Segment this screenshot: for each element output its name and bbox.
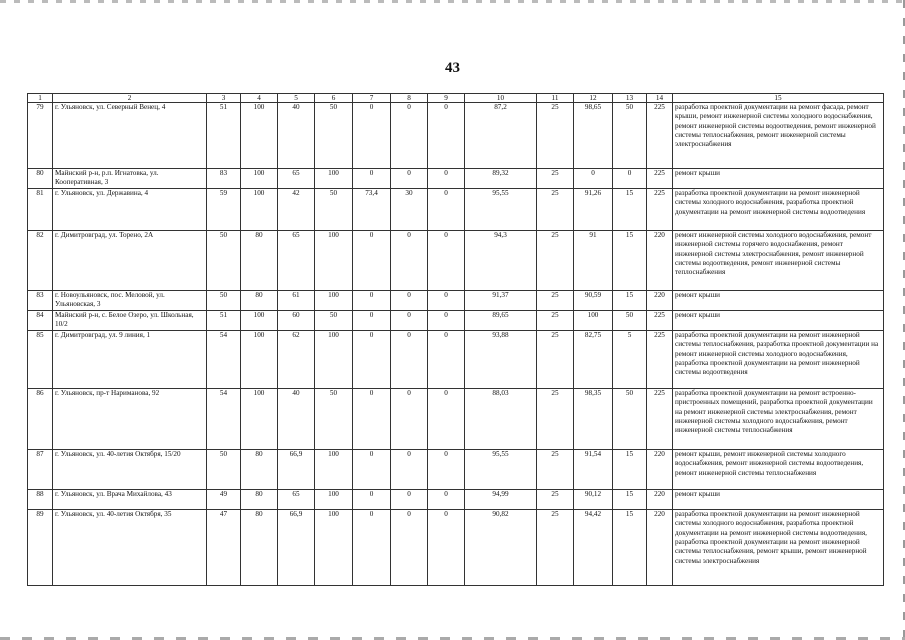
cell-col-5: 60 <box>278 311 315 331</box>
cell-col-5: 40 <box>278 103 315 169</box>
cell-col-7: 0 <box>353 291 391 311</box>
table-row <box>28 231 884 291</box>
cell-col-11: 25 <box>537 189 574 231</box>
cell-col-5: 65 <box>278 231 315 291</box>
cell-col-4: 100 <box>241 331 278 389</box>
cell-col-14: 225 <box>647 189 673 231</box>
cell-col-4: 80 <box>241 490 278 510</box>
cell-col-11: 25 <box>537 169 574 189</box>
table-row <box>28 189 884 231</box>
cell-col-5: 66,9 <box>278 510 315 586</box>
cell-col-3: 50 <box>207 291 241 311</box>
table-header-row <box>28 94 884 103</box>
cell-address: г. Ульяновск, ул. 40-летия Октября, 35 <box>53 510 207 586</box>
table-row <box>28 331 884 389</box>
column-header: 3 <box>207 94 241 103</box>
cell-col-7: 0 <box>353 510 391 586</box>
cell-col-7: 0 <box>353 103 391 169</box>
cell-col-14: 220 <box>647 231 673 291</box>
cell-col-9: 0 <box>428 103 465 169</box>
cell-col-4: 100 <box>241 169 278 189</box>
cell-col-9: 0 <box>428 231 465 291</box>
cell-col-13: 50 <box>613 103 647 169</box>
cell-col-12: 91 <box>574 231 613 291</box>
cell-col-6: 50 <box>315 311 353 331</box>
cell-works: ремонт крыши <box>673 490 884 510</box>
cell-col-3: 51 <box>207 311 241 331</box>
cell-col-4: 100 <box>241 389 278 450</box>
cell-address: г. Ульяновск, ул. 40-летия Октября, 15/20 <box>53 450 207 490</box>
cell-col-12: 90,12 <box>574 490 613 510</box>
column-header: 8 <box>391 94 428 103</box>
cell-col-6: 100 <box>315 331 353 389</box>
cell-col-11: 25 <box>537 490 574 510</box>
cell-col-7: 0 <box>353 311 391 331</box>
cell-address: г. Ульяновск, ул. Северный Венец, 4 <box>53 103 207 169</box>
column-header: 10 <box>465 94 537 103</box>
page-number: 43 <box>445 60 460 76</box>
cell-col-14: 220 <box>647 450 673 490</box>
cell-col-14: 220 <box>647 510 673 586</box>
cell-works: разработка проектной документации на ремонт встроенно-пристроенных помещений, разработка проектной документации на ремонт инженерной системы электроснабжения, ремонт инженерной системы холодного водоснабжения, ремонт инженерной системы теплоснабжения <box>673 389 884 450</box>
cell-address: г. Ульяновск, ул. Врача Михайлова, 43 <box>53 490 207 510</box>
cell-col-13: 15 <box>613 490 647 510</box>
cell-works: разработка проектной документации на ремонт инженерной системы теплоснабжения, разработка проектной документации на ремонт инженерной системы холодного водоснабжения, разработка проектной документации на ремонт инженерной системы водоотведения <box>673 331 884 389</box>
table-body <box>28 103 884 586</box>
cell-col-11: 25 <box>537 311 574 331</box>
column-header: 13 <box>613 94 647 103</box>
table-row <box>28 291 884 311</box>
column-header: 14 <box>647 94 673 103</box>
table-row <box>28 169 884 189</box>
cell-col-10: 95,55 <box>465 450 537 490</box>
cell-col-5: 42 <box>278 189 315 231</box>
cell-col-14: 225 <box>647 311 673 331</box>
cell-col-14: 220 <box>647 291 673 311</box>
document-table-wrapper <box>27 93 883 586</box>
cell-col-9: 0 <box>428 389 465 450</box>
cell-col-4: 100 <box>241 103 278 169</box>
cell-col-3: 49 <box>207 490 241 510</box>
cell-col-9: 0 <box>428 291 465 311</box>
column-header: 11 <box>537 94 574 103</box>
cell-col-7: 0 <box>353 389 391 450</box>
cell-col-7: 0 <box>353 450 391 490</box>
cell-col-3: 50 <box>207 450 241 490</box>
cell-col-7: 0 <box>353 231 391 291</box>
cell-col-5: 61 <box>278 291 315 311</box>
cell-works: ремонт крыши <box>673 291 884 311</box>
cell-col-9: 0 <box>428 169 465 189</box>
cell-col-12: 91,26 <box>574 189 613 231</box>
cell-col-3: 54 <box>207 331 241 389</box>
cell-col-10: 89,65 <box>465 311 537 331</box>
cell-col-10: 87,2 <box>465 103 537 169</box>
cell-col-10: 94,3 <box>465 231 537 291</box>
cell-col-12: 98,35 <box>574 389 613 450</box>
cell-col-9: 0 <box>428 331 465 389</box>
cell-col-12: 100 <box>574 311 613 331</box>
table-row <box>28 490 884 510</box>
cell-col-9: 0 <box>428 189 465 231</box>
cell-col-10: 91,37 <box>465 291 537 311</box>
cell-col-6: 100 <box>315 510 353 586</box>
cell-works: ремонт крыши <box>673 311 884 331</box>
table-row <box>28 389 884 450</box>
cell-col-12: 90,59 <box>574 291 613 311</box>
cell-col-14: 225 <box>647 169 673 189</box>
cell-col-8: 0 <box>391 331 428 389</box>
cell-col-14: 225 <box>647 103 673 169</box>
column-header: 7 <box>353 94 391 103</box>
cell-address: Майнский р-н, с. Белое Озеро, ул. Школьная, 10/2 <box>53 311 207 331</box>
cell-col-11: 25 <box>537 103 574 169</box>
column-header: 6 <box>315 94 353 103</box>
cell-col-7: 0 <box>353 169 391 189</box>
column-header: 15 <box>673 94 884 103</box>
cell-col-9: 0 <box>428 510 465 586</box>
cell-col-4: 80 <box>241 291 278 311</box>
cell-col-8: 30 <box>391 189 428 231</box>
cell-col-9: 0 <box>428 450 465 490</box>
cell-col-6: 100 <box>315 231 353 291</box>
cell-col-8: 0 <box>391 389 428 450</box>
cell-col-11: 25 <box>537 510 574 586</box>
cell-col-10: 88,03 <box>465 389 537 450</box>
cell-address: г. Новоульяновск, пос. Меловой, ул. Ульяновская, 3 <box>53 291 207 311</box>
cell-col-4: 100 <box>241 189 278 231</box>
cell-col-4: 100 <box>241 311 278 331</box>
table-row <box>28 103 884 169</box>
cell-col-9: 0 <box>428 490 465 510</box>
cell-address: г. Ульяновск, ул. Державина, 4 <box>53 189 207 231</box>
cell-col-4: 80 <box>241 231 278 291</box>
column-header: 1 <box>28 94 53 103</box>
cell-col-5: 65 <box>278 169 315 189</box>
cell-col-9: 0 <box>428 311 465 331</box>
cell-col-5: 62 <box>278 331 315 389</box>
cell-col-4: 80 <box>241 510 278 586</box>
cell-col-5: 65 <box>278 490 315 510</box>
cell-row-number: 86 <box>28 389 53 450</box>
cell-col-13: 15 <box>613 510 647 586</box>
cell-col-3: 83 <box>207 169 241 189</box>
cell-col-5: 40 <box>278 389 315 450</box>
cell-col-8: 0 <box>391 510 428 586</box>
column-header: 5 <box>278 94 315 103</box>
cell-col-11: 25 <box>537 231 574 291</box>
cell-col-14: 225 <box>647 389 673 450</box>
cell-works: ремонт крыши, ремонт инженерной системы холодного водоснабжения, ремонт инженерной системы водоотведения, ремонт инженерной системы теплоснабжения <box>673 450 884 490</box>
cell-row-number: 85 <box>28 331 53 389</box>
cell-col-8: 0 <box>391 103 428 169</box>
cell-col-6: 50 <box>315 389 353 450</box>
cell-col-7: 0 <box>353 331 391 389</box>
cell-works: разработка проектной документации на ремонт инженерной системы холодного водоснабжения, разработка проектной документации на ремонт инженерной системы водоотведения, разработка проектной документации на ремонт инженерной системы теплоснабжения, ремонт крыши, ремонт инженерной системы электроснабжения <box>673 510 884 586</box>
cell-col-12: 0 <box>574 169 613 189</box>
cell-works: ремонт инженерной системы холодного водоснабжения, ремонт инженерной системы горячего водоснабжения, ремонт инженерной системы электроснабжения, ремонт инженерной системы водоотведения, ремонт инженерной системы теплоснабжения <box>673 231 884 291</box>
cell-col-13: 15 <box>613 450 647 490</box>
cell-col-8: 0 <box>391 169 428 189</box>
column-header: 12 <box>574 94 613 103</box>
cell-col-13: 5 <box>613 331 647 389</box>
cell-col-5: 66,9 <box>278 450 315 490</box>
cell-row-number: 84 <box>28 311 53 331</box>
cell-address: г. Димитровград, ул. Торено, 2А <box>53 231 207 291</box>
cell-col-14: 225 <box>647 331 673 389</box>
cell-col-3: 50 <box>207 231 241 291</box>
cell-address: г. Ульяновск, пр-т Нариманова, 92 <box>53 389 207 450</box>
cell-address: Майнский р-н, р.п. Игнатовка, ул. Кооперативная, 3 <box>53 169 207 189</box>
cell-works: разработка проектной документации на ремонт фасада, ремонт крыши, ремонт инженерной системы холодного водоснабжения, ремонт инженерной системы водоотведения, ремонт инженерной системы теплоснабжения, ремонт инженерной системы электроснабжения <box>673 103 884 169</box>
cell-row-number: 83 <box>28 291 53 311</box>
cell-col-12: 94,42 <box>574 510 613 586</box>
column-header: 2 <box>53 94 207 103</box>
cell-col-12: 98,65 <box>574 103 613 169</box>
cell-col-14: 220 <box>647 490 673 510</box>
cell-col-13: 15 <box>613 189 647 231</box>
cell-col-10: 95,55 <box>465 189 537 231</box>
cell-col-6: 50 <box>315 103 353 169</box>
cell-col-3: 59 <box>207 189 241 231</box>
cell-col-13: 0 <box>613 169 647 189</box>
cell-works: ремонт крыши <box>673 169 884 189</box>
cell-col-11: 25 <box>537 450 574 490</box>
cell-col-6: 100 <box>315 169 353 189</box>
table-row <box>28 510 884 586</box>
cell-col-10: 89,32 <box>465 169 537 189</box>
cell-col-11: 25 <box>537 331 574 389</box>
cell-col-10: 93,88 <box>465 331 537 389</box>
cell-col-6: 100 <box>315 450 353 490</box>
cell-col-3: 54 <box>207 389 241 450</box>
cell-col-8: 0 <box>391 450 428 490</box>
cell-row-number: 89 <box>28 510 53 586</box>
table-row <box>28 311 884 331</box>
buildings-repair-table <box>27 93 884 586</box>
cell-col-13: 50 <box>613 389 647 450</box>
cell-col-13: 15 <box>613 231 647 291</box>
cell-col-8: 0 <box>391 231 428 291</box>
cell-col-6: 50 <box>315 189 353 231</box>
column-header: 9 <box>428 94 465 103</box>
cell-row-number: 81 <box>28 189 53 231</box>
cell-col-6: 100 <box>315 490 353 510</box>
cell-col-10: 94,99 <box>465 490 537 510</box>
cell-col-12: 91,54 <box>574 450 613 490</box>
cell-col-3: 47 <box>207 510 241 586</box>
cell-row-number: 82 <box>28 231 53 291</box>
cell-col-3: 51 <box>207 103 241 169</box>
cell-col-12: 82,75 <box>574 331 613 389</box>
cell-col-8: 0 <box>391 311 428 331</box>
cell-col-8: 0 <box>391 291 428 311</box>
cell-col-4: 80 <box>241 450 278 490</box>
cell-col-6: 100 <box>315 291 353 311</box>
cell-row-number: 79 <box>28 103 53 169</box>
column-header: 4 <box>241 94 278 103</box>
cell-col-13: 15 <box>613 291 647 311</box>
cell-col-10: 90,82 <box>465 510 537 586</box>
cell-col-7: 73,4 <box>353 189 391 231</box>
cell-col-8: 0 <box>391 490 428 510</box>
cell-row-number: 80 <box>28 169 53 189</box>
table-row <box>28 450 884 490</box>
scan-edge-top <box>0 0 905 3</box>
cell-row-number: 87 <box>28 450 53 490</box>
cell-col-7: 0 <box>353 490 391 510</box>
cell-address: г. Димитровград, ул. 9 линия, 1 <box>53 331 207 389</box>
cell-row-number: 88 <box>28 490 53 510</box>
cell-col-11: 25 <box>537 389 574 450</box>
cell-works: разработка проектной документации на ремонт инженерной системы холодного водоснабжения, разработка проектной документации на ремонт инженерной системы водоотведения <box>673 189 884 231</box>
cell-col-11: 25 <box>537 291 574 311</box>
cell-col-13: 50 <box>613 311 647 331</box>
